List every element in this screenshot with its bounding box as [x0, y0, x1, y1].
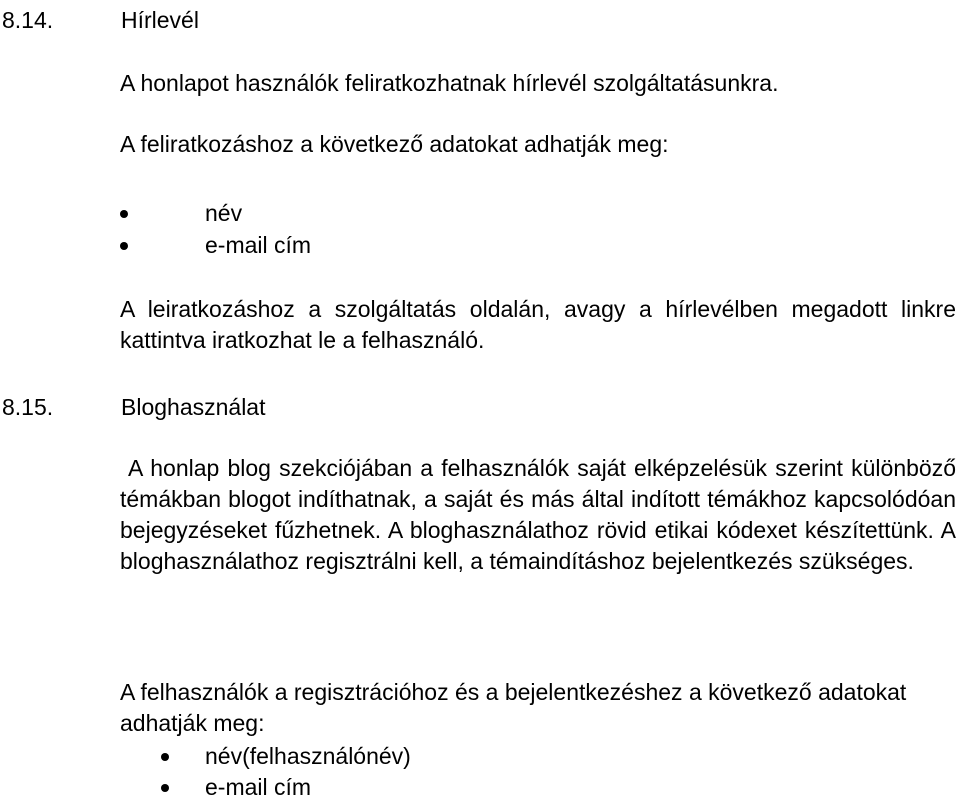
blog-list-lead: A felhasználók a regisztrációhoz és a bejelentkezéshez a következő adatokat adhatják meg: — [120, 679, 907, 736]
list-item — [0, 230, 960, 261]
section-title: Bloghasználat — [121, 394, 266, 420]
list-item-label: e-mail cím — [205, 232, 312, 258]
bullet-icon — [120, 242, 128, 250]
list-item-label: e-mail cím — [205, 774, 312, 800]
section-title: Hírlevél — [121, 7, 199, 33]
newsletter-intro: A honlapot használók feliratkozhatnak hírlevél szolgáltatásunkra. — [120, 70, 779, 96]
unsubscribe-paragraph: A leiratkozáshoz a szolgáltatás oldalán, avagy a hírlevélben megadott linkre kattintva iratkozhat le a felhasználó. — [120, 296, 956, 353]
list-item-label: név(felhasználónév) — [205, 743, 411, 769]
list-item — [0, 198, 960, 229]
bullet-icon — [161, 784, 169, 792]
section-number: 8.15. — [2, 394, 54, 420]
newsletter-list-lead: A feliratkozáshoz a következő adatokat adhatják meg: — [120, 131, 669, 157]
bullet-icon — [120, 210, 128, 218]
section-number: 8.14. — [2, 7, 54, 33]
list-item — [0, 772, 960, 803]
list-item — [0, 741, 960, 772]
bullet-icon — [161, 753, 169, 761]
list-item-label: név — [205, 200, 243, 226]
blog-paragraph: A honlap blog szekciójában a felhasználók saját elképzelésük szerint különböző témákban blogot indíthatnak, a saját és más által indított témákhoz kapcsolódóan bejegyzéseket fűzhetnek. A bloghasználathoz rövid etikai kódexet készítettünk. A bloghasználathoz regisztrálni kell, a témaindításhoz bejelentkezés szükséges. — [120, 455, 956, 574]
